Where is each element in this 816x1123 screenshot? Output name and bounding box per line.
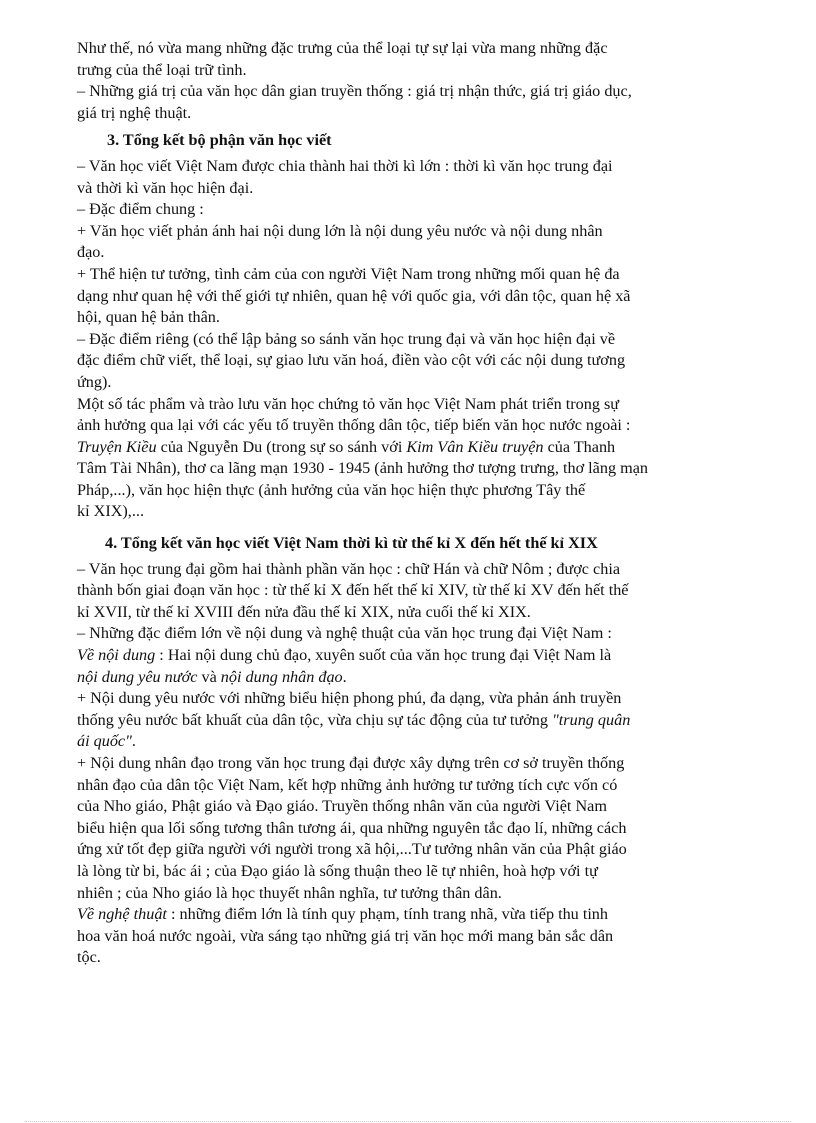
italic-term: nội dung yêu nước bbox=[77, 667, 198, 686]
text-line: Pháp,...), văn học hiện thực (ảnh hưởng của văn học hiện thực phương Tây thế bbox=[77, 480, 586, 499]
text-line: + Nội dung yêu nước với những biểu hiện phong phú, đa dạng, vừa phản ánh truyền bbox=[77, 689, 622, 708]
text-line bbox=[77, 731, 741, 753]
text-line: thành bốn giai đoạn văn học : từ thế kỉ X đến hết thế kỉ XIV, từ thế kỉ XV đến hết thế bbox=[77, 581, 629, 600]
text-line: nhiên ; của Nho giáo là học thuyết nhân nghĩa, tư tưởng thân dân. bbox=[77, 883, 502, 902]
italic-term: nội dung nhân đạo bbox=[220, 667, 343, 686]
text-line: biểu hiện qua lối sống tương thân tương ái, qua những nguyên tắc đạo lí, những cách bbox=[77, 818, 627, 837]
text-run: thống yêu nước bất khuất của dân tộc, vừa chịu sự tác động của tư tưởng bbox=[77, 710, 552, 729]
text-line: – Đặc điểm chung : bbox=[77, 200, 204, 219]
text-line: Tâm Tài Nhân), thơ ca lãng mạn 1930 - 1945 (ảnh hưởng thơ tượng trưng, thơ lãng mạn bbox=[77, 459, 648, 478]
section-3-body bbox=[77, 156, 741, 523]
text-line bbox=[77, 645, 741, 667]
text-run: . bbox=[342, 667, 347, 686]
text-run: và bbox=[197, 667, 221, 686]
italic-title: Truyện Kiều bbox=[77, 437, 157, 456]
text-run: của Nguyễn Du (trong sự so sánh với bbox=[156, 437, 407, 456]
text-line bbox=[77, 437, 741, 459]
text-line: hoa văn hoá nước ngoài, vừa sáng tạo những giá trị văn học mới mang bản sắc dân bbox=[77, 926, 614, 945]
text-line: kỉ XVII, từ thế kỉ XVIII đến nửa đầu thế kỉ XIX, nửa cuối thế kỉ XIX. bbox=[77, 602, 531, 621]
text-line: hội, quan hệ bản thân. bbox=[77, 308, 220, 327]
text-line: nhân đạo của dân tộc Việt Nam, kết hợp những ảnh hưởng tư tưởng tích cực vốn có bbox=[77, 775, 618, 794]
text-line: ứng xử tốt đẹp giữa người với người trong xã hội,...Tư tưởng nhân văn của Phật giáo bbox=[77, 840, 627, 859]
text-line bbox=[77, 904, 741, 926]
text-run: : những điểm lớn là tính quy phạm, tính trang nhã, vừa tiếp thu tinh bbox=[166, 905, 608, 924]
page-bottom-divider bbox=[25, 1121, 791, 1122]
text-run: . bbox=[131, 732, 136, 751]
text-line: – Văn học viết Việt Nam được chia thành hai thời kì lớn : thời kì văn học trung đại bbox=[77, 156, 613, 175]
text-line: ảnh hưởng qua lại với các yếu tố truyền thống dân tộc, tiếp biến văn học nước ngoài : bbox=[77, 416, 631, 435]
text-line: + Thể hiện tư tưởng, tình cảm của con người Việt Nam trong những mối quan hệ đa bbox=[77, 264, 620, 283]
italic-label: Về nội dung bbox=[77, 646, 156, 665]
italic-quote: ái quốc" bbox=[77, 732, 132, 751]
text-run: của Thanh bbox=[543, 437, 616, 456]
text-line: – Văn học trung đại gồm hai thành phần văn học : chữ Hán và chữ Nôm ; được chia bbox=[77, 559, 621, 578]
text-line: + Văn học viết phản ánh hai nội dung lớn là nội dung yêu nước và nội dung nhân bbox=[77, 221, 603, 240]
text-line: của Nho giáo, Phật giáo và Đạo giáo. Truyền thống nhân văn của người Việt Nam bbox=[77, 797, 607, 816]
intro-paragraph bbox=[77, 38, 741, 124]
italic-title: Kim Vân Kiều truyện bbox=[406, 437, 544, 456]
text-line: giá trị nghệ thuật. bbox=[77, 103, 192, 122]
section-4-heading: 4. Tổng kết văn học viết Việt Nam thời kì từ thế kỉ X đến hết thế kỉ XIX bbox=[105, 534, 598, 553]
text-line: ứng). bbox=[77, 372, 112, 391]
text-line: và thời kì văn học hiện đại. bbox=[77, 178, 254, 197]
italic-label: Về nghệ thuật bbox=[77, 905, 167, 924]
text-line: – Đặc điểm riêng (có thể lập bảng so sánh văn học trung đại và văn học hiện đại về bbox=[77, 329, 616, 348]
text-line: dạng như quan hệ với thế giới tự nhiên, quan hệ với quốc gia, với dân tộc, quan hệ xã bbox=[77, 286, 631, 305]
text-line: Như thế, nó vừa mang những đặc trưng của thể loại tự sự lại vừa mang những đặc bbox=[77, 39, 608, 57]
text-line bbox=[77, 667, 741, 689]
italic-quote: "trung quân bbox=[552, 710, 631, 729]
text-line: + Nội dung nhân đạo trong văn học trung đại được xây dựng trên cơ sở truyền thống bbox=[77, 754, 625, 772]
text-line: là lòng từ bi, bác ái ; của Đạo giáo là sống thuận theo lẽ tự nhiên, hoà hợp với tự bbox=[77, 861, 598, 880]
text-line: – Những đặc điểm lớn về nội dung và nghệ thuật của văn học trung đại Việt Nam : bbox=[77, 624, 612, 643]
text-line: đạo. bbox=[77, 243, 105, 262]
text-line: tộc. bbox=[77, 948, 101, 967]
text-line: – Những giá trị của văn học dân gian truyền thống : giá trị nhận thức, giá trị giáo dục, bbox=[77, 82, 632, 101]
text-line: trưng của thể loại trữ tình. bbox=[77, 60, 247, 79]
text-run: : Hai nội dung chủ đạo, xuyên suốt của văn học trung đại Việt Nam là bbox=[155, 646, 612, 665]
text-line: kỉ XIX),... bbox=[77, 502, 144, 521]
document-page bbox=[77, 38, 741, 969]
text-line bbox=[77, 710, 741, 732]
section-4-body bbox=[77, 559, 741, 969]
text-line: đặc điểm chữ viết, thể loại, sự giao lưu văn hoá, điền vào cột với các nội dung tương bbox=[77, 351, 626, 370]
text-line: Một số tác phẩm và trào lưu văn học chứng tỏ văn học Việt Nam phát triển trong sự bbox=[77, 394, 620, 413]
section-3-heading: 3. Tổng kết bộ phận văn học viết bbox=[107, 131, 332, 150]
